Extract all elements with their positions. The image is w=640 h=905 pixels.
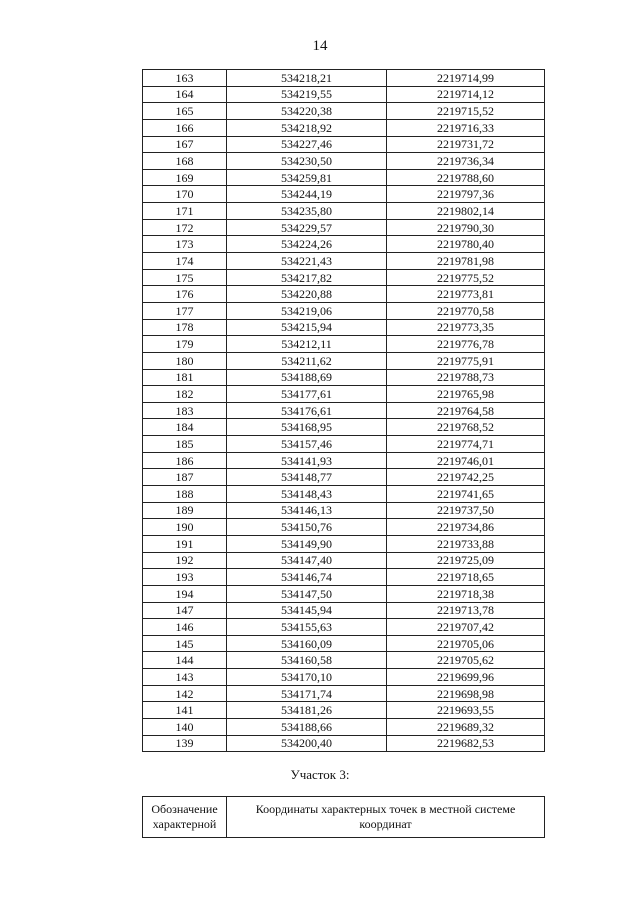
- table-row: [143, 352, 545, 369]
- x-coordinate-cell: 534259,81: [227, 169, 387, 186]
- x-coordinate-cell: 534212,11: [227, 336, 387, 353]
- y-coordinate-cell: 2219768,52: [387, 419, 545, 436]
- x-coordinate-cell: 534188,66: [227, 718, 387, 735]
- point-number-cell: 166: [143, 119, 227, 136]
- point-number-cell: 164: [143, 86, 227, 103]
- table-row: [143, 119, 545, 136]
- y-coordinate-cell: 2219689,32: [387, 718, 545, 735]
- y-coordinate-cell: 2219802,14: [387, 203, 545, 220]
- x-coordinate-cell: 534230,50: [227, 153, 387, 170]
- y-coordinate-cell: 2219693,55: [387, 702, 545, 719]
- section-title: Участок 3:: [290, 767, 350, 782]
- table-row: [143, 219, 545, 236]
- y-coordinate-cell: 2219714,99: [387, 70, 545, 87]
- point-number-cell: 194: [143, 585, 227, 602]
- x-coordinate-cell: 534149,90: [227, 535, 387, 552]
- x-coordinate-cell: 534147,40: [227, 552, 387, 569]
- y-coordinate-cell: 2219734,86: [387, 519, 545, 536]
- x-coordinate-cell: 534148,43: [227, 486, 387, 503]
- x-coordinate-cell: 534244,19: [227, 186, 387, 203]
- point-number-cell: 145: [143, 635, 227, 652]
- x-coordinate-cell: 534160,58: [227, 652, 387, 669]
- y-coordinate-cell: 2219731,72: [387, 136, 545, 153]
- y-coordinate-cell: 2219781,98: [387, 253, 545, 270]
- y-coordinate-cell: 2219736,34: [387, 153, 545, 170]
- header-coordinates: Координаты характерных точек в местной системе координат: [227, 797, 545, 838]
- y-coordinate-cell: 2219698,98: [387, 685, 545, 702]
- table-row: [143, 86, 545, 103]
- table-row: [143, 103, 545, 120]
- table-row: [143, 718, 545, 735]
- table-row: [143, 452, 545, 469]
- x-coordinate-cell: 534157,46: [227, 436, 387, 453]
- y-coordinate-cell: 2219716,33: [387, 119, 545, 136]
- point-number-cell: 168: [143, 153, 227, 170]
- point-number-cell: 186: [143, 452, 227, 469]
- coordinates-table: [142, 69, 545, 752]
- y-coordinate-cell: 2219770,58: [387, 302, 545, 319]
- x-coordinate-cell: 534218,92: [227, 119, 387, 136]
- table-row: [143, 286, 545, 303]
- x-coordinate-cell: 534215,94: [227, 319, 387, 336]
- table-row: [143, 635, 545, 652]
- point-number-cell: 140: [143, 718, 227, 735]
- table-row: [143, 469, 545, 486]
- point-number-cell: 143: [143, 669, 227, 686]
- point-number-cell: 174: [143, 253, 227, 270]
- table-row: [143, 302, 545, 319]
- x-coordinate-cell: 534218,21: [227, 70, 387, 87]
- point-number-cell: 183: [143, 402, 227, 419]
- x-coordinate-cell: 534217,82: [227, 269, 387, 286]
- point-number-cell: 170: [143, 186, 227, 203]
- x-coordinate-cell: 534188,69: [227, 369, 387, 386]
- point-number-cell: 167: [143, 136, 227, 153]
- y-coordinate-cell: 2219746,01: [387, 452, 545, 469]
- table-row: [143, 619, 545, 636]
- point-number-cell: 169: [143, 169, 227, 186]
- point-number-cell: 144: [143, 652, 227, 669]
- y-coordinate-cell: 2219765,98: [387, 386, 545, 403]
- x-coordinate-cell: 534141,93: [227, 452, 387, 469]
- point-number-cell: 188: [143, 486, 227, 503]
- x-coordinate-cell: 534219,06: [227, 302, 387, 319]
- x-coordinate-cell: 534168,95: [227, 419, 387, 436]
- y-coordinate-cell: 2219788,73: [387, 369, 545, 386]
- table-row: [143, 519, 545, 536]
- table-row: [143, 486, 545, 503]
- x-coordinate-cell: 534170,10: [227, 669, 387, 686]
- x-coordinate-cell: 534147,50: [227, 585, 387, 602]
- y-coordinate-cell: 2219707,42: [387, 619, 545, 636]
- x-coordinate-cell: 534235,80: [227, 203, 387, 220]
- point-number-cell: 141: [143, 702, 227, 719]
- table-row: [143, 419, 545, 436]
- table-row: [143, 685, 545, 702]
- table-row: [143, 269, 545, 286]
- y-coordinate-cell: 2219713,78: [387, 602, 545, 619]
- x-coordinate-cell: 534146,74: [227, 569, 387, 586]
- point-number-cell: 187: [143, 469, 227, 486]
- y-coordinate-cell: 2219773,81: [387, 286, 545, 303]
- x-coordinate-cell: 534181,26: [227, 702, 387, 719]
- point-number-cell: 171: [143, 203, 227, 220]
- point-number-cell: 175: [143, 269, 227, 286]
- point-number-cell: 193: [143, 569, 227, 586]
- point-number-cell: 191: [143, 535, 227, 552]
- y-coordinate-cell: 2219776,78: [387, 336, 545, 353]
- y-coordinate-cell: 2219705,62: [387, 652, 545, 669]
- x-coordinate-cell: 534148,77: [227, 469, 387, 486]
- y-coordinate-cell: 2219742,25: [387, 469, 545, 486]
- x-coordinate-cell: 534221,43: [227, 253, 387, 270]
- point-number-cell: 139: [143, 735, 227, 752]
- x-coordinate-cell: 534219,55: [227, 86, 387, 103]
- point-number-cell: 179: [143, 336, 227, 353]
- table-row: [143, 136, 545, 153]
- table-row: [143, 169, 545, 186]
- table-row: [143, 253, 545, 270]
- y-coordinate-cell: 2219788,60: [387, 169, 545, 186]
- x-coordinate-cell: 534160,09: [227, 635, 387, 652]
- x-coordinate-cell: 534200,40: [227, 735, 387, 752]
- x-coordinate-cell: 534211,62: [227, 352, 387, 369]
- y-coordinate-cell: 2219797,36: [387, 186, 545, 203]
- point-number-cell: 163: [143, 70, 227, 87]
- table-row: [143, 336, 545, 353]
- table-row: [143, 402, 545, 419]
- point-number-cell: 172: [143, 219, 227, 236]
- x-coordinate-cell: 534224,26: [227, 236, 387, 253]
- section-3-header-table: [142, 796, 545, 838]
- table-row: [143, 386, 545, 403]
- x-coordinate-cell: 534171,74: [227, 685, 387, 702]
- table-row: [143, 702, 545, 719]
- x-coordinate-cell: 534150,76: [227, 519, 387, 536]
- header-point-designation: Обозначение характерной: [143, 797, 227, 838]
- y-coordinate-cell: 2219775,52: [387, 269, 545, 286]
- point-number-cell: 189: [143, 502, 227, 519]
- x-coordinate-cell: 534227,46: [227, 136, 387, 153]
- table-row: [143, 236, 545, 253]
- table-row: [143, 369, 545, 386]
- point-number-cell: 147: [143, 602, 227, 619]
- x-coordinate-cell: 534155,63: [227, 619, 387, 636]
- coordinates-table-body: [143, 70, 545, 752]
- y-coordinate-cell: 2219682,53: [387, 735, 545, 752]
- x-coordinate-cell: 534229,57: [227, 219, 387, 236]
- y-coordinate-cell: 2219718,38: [387, 585, 545, 602]
- x-coordinate-cell: 534220,88: [227, 286, 387, 303]
- y-coordinate-cell: 2219718,65: [387, 569, 545, 586]
- y-coordinate-cell: 2219780,40: [387, 236, 545, 253]
- y-coordinate-cell: 2219715,52: [387, 103, 545, 120]
- point-number-cell: 182: [143, 386, 227, 403]
- x-coordinate-cell: 534145,94: [227, 602, 387, 619]
- y-coordinate-cell: 2219741,65: [387, 486, 545, 503]
- y-coordinate-cell: 2219714,12: [387, 86, 545, 103]
- x-coordinate-cell: 534177,61: [227, 386, 387, 403]
- table-row: [143, 652, 545, 669]
- header-row: [143, 797, 545, 838]
- x-coordinate-cell: 534220,38: [227, 103, 387, 120]
- y-coordinate-cell: 2219737,50: [387, 502, 545, 519]
- y-coordinate-cell: 2219790,30: [387, 219, 545, 236]
- point-number-cell: 185: [143, 436, 227, 453]
- page-number: 14: [312, 38, 328, 54]
- table-row: [143, 735, 545, 752]
- y-coordinate-cell: 2219774,71: [387, 436, 545, 453]
- table-row: [143, 569, 545, 586]
- point-number-cell: 173: [143, 236, 227, 253]
- y-coordinate-cell: 2219699,96: [387, 669, 545, 686]
- point-number-cell: 180: [143, 352, 227, 369]
- table-row: [143, 535, 545, 552]
- point-number-cell: 178: [143, 319, 227, 336]
- point-number-cell: 176: [143, 286, 227, 303]
- point-number-cell: 181: [143, 369, 227, 386]
- y-coordinate-cell: 2219705,06: [387, 635, 545, 652]
- table-row: [143, 153, 545, 170]
- table-row: [143, 203, 545, 220]
- table-row: [143, 602, 545, 619]
- point-number-cell: 184: [143, 419, 227, 436]
- table-row: [143, 502, 545, 519]
- y-coordinate-cell: 2219764,58: [387, 402, 545, 419]
- point-number-cell: 165: [143, 103, 227, 120]
- point-number-cell: 190: [143, 519, 227, 536]
- x-coordinate-cell: 534176,61: [227, 402, 387, 419]
- table-row: [143, 319, 545, 336]
- y-coordinate-cell: 2219773,35: [387, 319, 545, 336]
- table-row: [143, 70, 545, 87]
- point-number-cell: 192: [143, 552, 227, 569]
- table-row: [143, 585, 545, 602]
- y-coordinate-cell: 2219725,09: [387, 552, 545, 569]
- point-number-cell: 142: [143, 685, 227, 702]
- point-number-cell: 177: [143, 302, 227, 319]
- point-number-cell: 146: [143, 619, 227, 636]
- y-coordinate-cell: 2219775,91: [387, 352, 545, 369]
- table-row: [143, 436, 545, 453]
- table-row: [143, 186, 545, 203]
- y-coordinate-cell: 2219733,88: [387, 535, 545, 552]
- x-coordinate-cell: 534146,13: [227, 502, 387, 519]
- table-row: [143, 669, 545, 686]
- table-row: [143, 552, 545, 569]
